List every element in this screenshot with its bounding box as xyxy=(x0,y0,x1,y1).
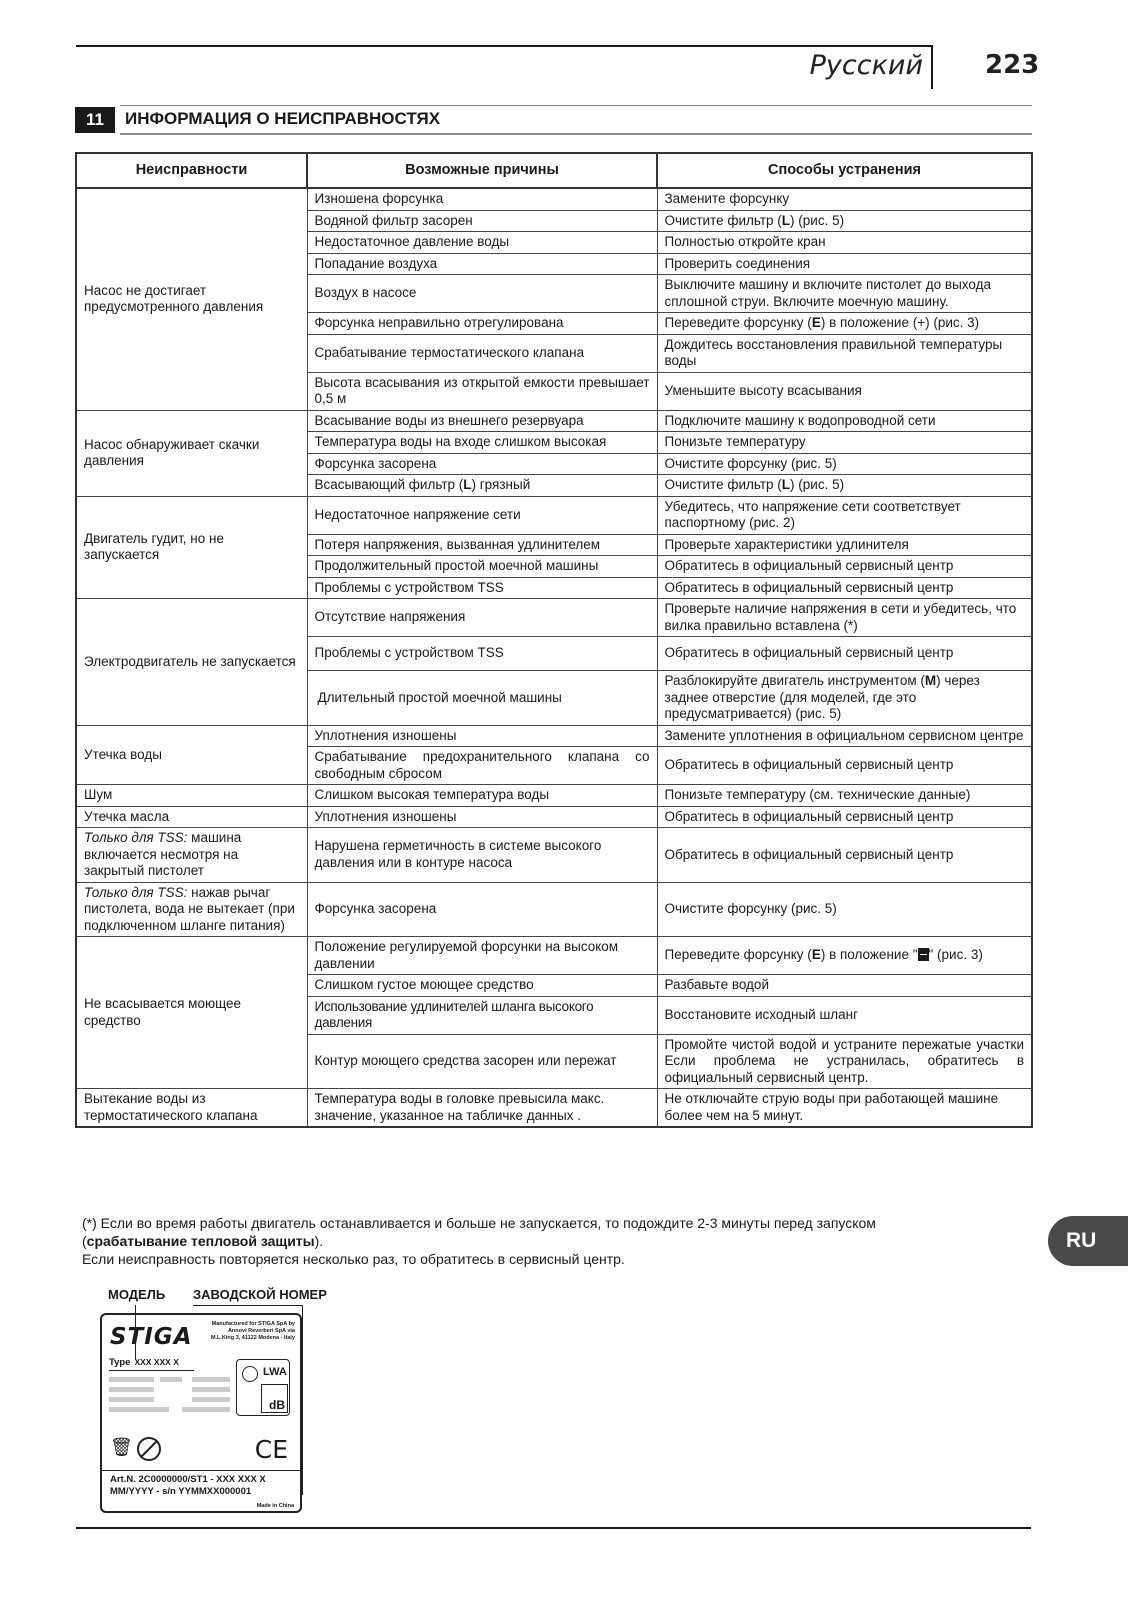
crossed-bin-icon: 🗑 xyxy=(110,1437,133,1457)
cause-cell: Воздух в насосе xyxy=(307,275,657,313)
placeholder-bar xyxy=(109,1377,154,1382)
remedy-cell xyxy=(657,313,1032,335)
cause-cell: Срабатывание предохранительного клапана со свободным сбросом xyxy=(307,747,657,785)
tss-only-label: Только для TSS: xyxy=(84,830,188,845)
fault-cell xyxy=(76,828,307,883)
remedy-text: Переведите форсунку ( xyxy=(664,315,812,330)
header-rule xyxy=(76,45,933,47)
speaker-icon xyxy=(242,1366,258,1382)
fault-cell: Электродвигатель не запускается xyxy=(76,599,307,726)
remedy-cell: Обратитесь в официальный сервисный центр xyxy=(657,637,1032,671)
lwa-label: LWA xyxy=(263,1366,287,1378)
cause-text: Всасывающий фильтр ( xyxy=(314,477,464,492)
remedy-cell: Очистите форсунку (рис. 5) xyxy=(657,882,1032,937)
header-causes: Возможные причины xyxy=(307,153,657,188)
page-number: 223 xyxy=(985,50,1040,80)
fault-text: нажав рычаг пистолета, вода не вытекает (при подключенном шланге питания) xyxy=(84,884,295,933)
cause-cell: Температура воды в головке превысила макс. значение, указанное на табличке данных . xyxy=(307,1089,657,1128)
footnote-text: ( xyxy=(82,1233,87,1249)
footnotes xyxy=(82,1214,982,1268)
remedy-cell: Проверьте наличие напряжения в сети и убедитесь, что вилка правильно вставлена (*) xyxy=(657,599,1032,637)
remedy-cell: Полностью откройте кран xyxy=(657,232,1032,254)
cause-cell: Всасывание воды из внешнего резервуара xyxy=(307,410,657,432)
fault-cell: Утечка воды xyxy=(76,725,307,785)
remedy-text: Разблокируйте двигатель инструментом ( xyxy=(664,673,925,688)
cause-cell: Водяной фильтр засорен xyxy=(307,210,657,232)
remedy-cell: Не отключайте струю воды при работающей машине более чем на 5 минут. xyxy=(657,1089,1032,1128)
rating-plate xyxy=(100,1313,302,1513)
remedy-cell: Замените форсунку xyxy=(657,188,1032,210)
cause-cell: Проблемы с устройством TSS xyxy=(307,577,657,599)
fault-cell: Насос обнаруживает скачки давления xyxy=(76,410,307,496)
remedy-text: ) (рис. 5) xyxy=(790,477,845,492)
type-underline xyxy=(109,1370,194,1371)
part-letter: L xyxy=(781,477,791,492)
footnote-line xyxy=(82,1232,982,1250)
remedy-cell: Очистите форсунку (рис. 5) xyxy=(657,453,1032,475)
remedy-text: ) в положение " xyxy=(820,947,918,963)
remedy-text: Очистите фильтр ( xyxy=(664,477,782,492)
remedy-text: " (рис. 3) xyxy=(928,947,983,963)
remedy-cell: Уменьшите высоту всасывания xyxy=(657,372,1032,410)
remedy-cell: Обратитесь в официальный сервисный центр xyxy=(657,806,1032,828)
cause-cell: Слишком высокая температура воды xyxy=(307,785,657,807)
table-row xyxy=(76,599,1032,637)
part-letter: E xyxy=(811,947,821,963)
remedy-cell: Дождитесь восстановления правильной температуры воды xyxy=(657,334,1032,372)
cause-cell: Использование удлинителей шланга высокого давления xyxy=(307,996,657,1034)
remedy-cell: Проверить соединения xyxy=(657,253,1032,275)
part-letter: L xyxy=(463,477,472,492)
placeholder-bar xyxy=(182,1407,230,1412)
cause-cell: Уплотнения изношены xyxy=(307,806,657,828)
fault-text: машина включается несмотря на закрытый пистолет xyxy=(84,830,242,878)
remedy-text: ) через заднее отверстие (для моделей, где это предусматривается) (рис. 5) xyxy=(664,673,980,721)
remedy-cell xyxy=(657,210,1032,232)
table-row xyxy=(76,937,1032,975)
table-row xyxy=(76,806,1032,828)
header-divider xyxy=(931,45,933,89)
remedy-cell xyxy=(657,671,1032,726)
cause-cell: Проблемы с устройством TSS xyxy=(307,637,657,671)
cause-cell: Уплотнения изношены xyxy=(307,725,657,747)
remedy-text: ) (рис. 5) xyxy=(790,212,845,228)
language-side-tab: RU xyxy=(1048,1216,1128,1266)
section-title: ИНФОРМАЦИЯ О НЕИСПРАВНОСТЯХ xyxy=(125,109,441,128)
table-row xyxy=(76,188,1032,210)
fault-cell: Двигатель гудит, но не запускается xyxy=(76,496,307,599)
cause-cell: Слишком густое моющее средство xyxy=(307,975,657,997)
detergent-position-icon xyxy=(918,948,929,961)
remedy-cell: Выключите машину и включите пистолет до выхода сплошной струи. Включите моечную машину. xyxy=(657,275,1032,313)
table-row xyxy=(76,1089,1032,1128)
remedy-cell: Промойте чистой водой и устраните пережатые участки Если проблема не устранилась, обратитесь в официальный сервисный центр. xyxy=(657,1034,1032,1089)
remedy-cell: Понизьте температуру (см. технические данные) xyxy=(657,785,1032,807)
db-label: dB xyxy=(269,1398,285,1412)
fault-cell: Вытекание воды из термостатического клапана xyxy=(76,1089,307,1128)
cause-cell: Температура воды на входе слишком высокая xyxy=(307,432,657,454)
part-letter: M xyxy=(924,673,937,688)
table-row xyxy=(76,410,1032,432)
cause-cell: Форсунка засорена xyxy=(307,453,657,475)
remedy-cell xyxy=(657,937,1032,975)
remedy-cell xyxy=(657,475,1032,497)
sound-power-box xyxy=(236,1359,290,1416)
cause-text: ) грязный xyxy=(471,477,531,492)
article-line: Art.N. 2C0000000/ST1 - XXX XXX X xyxy=(110,1474,266,1485)
no-symbol-icon xyxy=(137,1437,161,1461)
remedy-cell: Убедитесь, что напряжение сети соответствует паспортному (рис. 2) xyxy=(657,496,1032,534)
remedy-text: Переведите форсунку ( xyxy=(664,947,812,963)
type-row xyxy=(109,1357,179,1368)
footnote-line: (*) Если во время работы двигатель останавливается и больше не запускается, то подождите 2-3 минуты перед запуском xyxy=(82,1215,876,1231)
language-title: Русский xyxy=(809,50,923,81)
cause-cell: Форсунка неправильно отрегулирована xyxy=(307,313,657,335)
placeholder-bar xyxy=(160,1377,182,1382)
ce-mark: CE xyxy=(254,1435,288,1464)
cause-cell: Срабатывание термостатического клапана xyxy=(307,334,657,372)
placeholder-bar xyxy=(192,1397,230,1402)
remedy-text: Очистите фильтр ( xyxy=(664,212,782,228)
troubleshooting-table xyxy=(75,152,1033,1128)
cause-cell: Продолжительный простой моечной машины xyxy=(307,556,657,578)
brand-logo: STIGA xyxy=(110,1324,193,1350)
cause-cell: Недостаточное напряжение сети xyxy=(307,496,657,534)
cause-cell: Попадание воздуха xyxy=(307,253,657,275)
type-value: XXX XXX X xyxy=(134,1357,179,1367)
remedy-cell: Проверьте характеристики удлинителя xyxy=(657,534,1032,556)
article-number xyxy=(110,1474,266,1498)
remedy-cell: Понизьте температуру xyxy=(657,432,1032,454)
table-row xyxy=(76,496,1032,534)
table-header-row xyxy=(76,153,1032,188)
serial-leader-line-vertical xyxy=(302,1305,303,1495)
cause-cell: Положение регулируемой форсунки на высоком давлении xyxy=(307,937,657,975)
placeholder-bar xyxy=(109,1407,169,1412)
cause-cell: Длительный простой моечной машины xyxy=(307,671,657,726)
fault-cell: Утечка масла xyxy=(76,806,307,828)
fault-cell xyxy=(76,882,307,937)
placeholder-bar xyxy=(109,1397,154,1402)
cause-cell: Контур моющего средства засорен или пережат xyxy=(307,1034,657,1089)
serial-leader-line xyxy=(193,1305,303,1306)
table-row xyxy=(76,785,1032,807)
remedy-text: ) в положение (+) (рис. 3) xyxy=(820,315,980,330)
fault-cell: Шум xyxy=(76,785,307,807)
remedy-cell: Подключите машину к водопроводной сети xyxy=(657,410,1032,432)
cause-cell xyxy=(307,475,657,497)
made-in: Made in China xyxy=(256,1503,294,1509)
remedy-cell: Замените уплотнения в официальном сервисном центре xyxy=(657,725,1032,747)
part-letter: E xyxy=(811,315,821,330)
part-letter: L xyxy=(781,212,791,228)
cause-cell: Форсунка засорена xyxy=(307,882,657,937)
remedy-cell: Обратитесь в официальный сервисный центр xyxy=(657,828,1032,883)
model-leader-line xyxy=(135,1305,136,1360)
placeholder-bar xyxy=(192,1377,230,1382)
header-faults: Неисправности xyxy=(76,153,307,188)
remedy-cell: Обратитесь в официальный сервисный центр xyxy=(657,556,1032,578)
footnote-text: ). xyxy=(314,1233,324,1249)
placeholder-bar xyxy=(109,1387,154,1392)
section-number: 11 xyxy=(75,107,115,133)
type-label: Type xyxy=(109,1357,131,1368)
placeholder-bar xyxy=(192,1387,230,1392)
cause-cell: Нарушена герметичность в системе высокого давления или в контуре насоса xyxy=(307,828,657,883)
remedy-cell: Восстановите исходный шланг xyxy=(657,996,1032,1034)
cause-cell: Недостаточное давление воды xyxy=(307,232,657,254)
thermal-protection-text: срабатывание тепловой защиты xyxy=(86,1233,315,1249)
cause-cell: Изношена форсунка xyxy=(307,188,657,210)
section-rule-bottom xyxy=(120,133,1032,135)
label-serial-number: ЗАВОДСКОЙ НОМЕР xyxy=(193,1287,327,1302)
label-model: МОДЕЛЬ xyxy=(108,1287,166,1302)
fault-cell: Насос не достигает предусмотренного давления xyxy=(76,188,307,410)
table-row xyxy=(76,882,1032,937)
remedy-cell: Обратитесь в официальный сервисный центр xyxy=(657,577,1032,599)
plate-divider xyxy=(102,1470,300,1471)
table-row xyxy=(76,725,1032,747)
footnote-line: Если неисправность повторяется несколько раз, то обратитесь в сервисный центр. xyxy=(82,1251,625,1267)
cause-cell: Высота всасывания из открытой емкости превышает 0,5 м xyxy=(307,372,657,410)
header-remedies: Способы устранения xyxy=(657,153,1032,188)
tss-only-label: Только для TSS: xyxy=(84,884,188,900)
manufacturer-info: Manufactured for STIGA SpA by Annovi Reverberi SpA via M.L.King 3, 41122 Modena - Italy xyxy=(210,1321,295,1341)
remedy-cell: Обратитесь в официальный сервисный центр xyxy=(657,747,1032,785)
footer-rule xyxy=(76,1527,1031,1529)
table-row xyxy=(76,828,1032,883)
cause-cell: Потеря напряжения, вызванная удлинителем xyxy=(307,534,657,556)
serial-line: MM/YYYY - s/n YYMMXX000001 xyxy=(110,1486,252,1497)
fault-cell: Не всасывается моющее средство xyxy=(76,937,307,1089)
section-rule-top xyxy=(120,105,1032,106)
cause-cell: Отсутствие напряжения xyxy=(307,599,657,637)
remedy-cell: Разбавьте водой xyxy=(657,975,1032,997)
